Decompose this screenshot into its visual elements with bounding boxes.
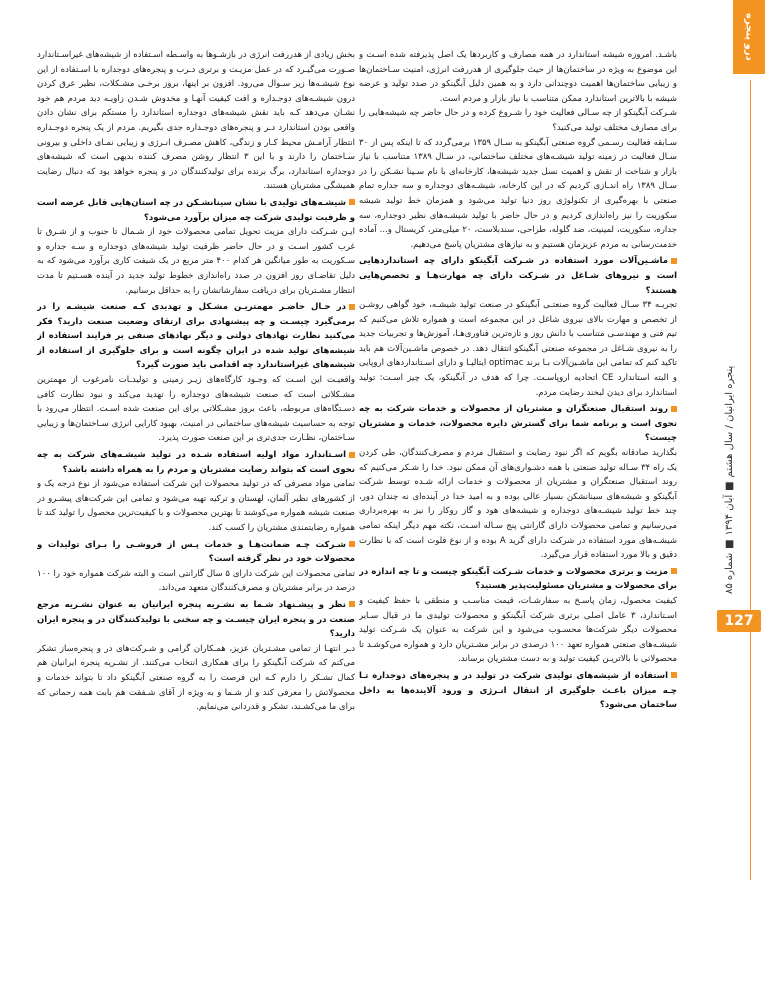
section-tab [733,0,765,74]
question-bullet-icon [349,541,355,547]
question-text: استفاده از شیشه‌های تولیدی شرکت در تولید در و پنجره‌های دوجداره تـا چـه میزان باعـث جلوگیری از انتقال انـرژی و ورود آلاینده‌ها به داخل ساختمان می‌شود؟ [359,670,677,711]
question-bullet-icon [349,199,355,205]
body-paragraph: بخش زیادی از هدررفت انرژی در بازشـوها به واسـطه اسـتفاده از شیشه‌های غیراسـتاندارد صـورت می‌گیـرد که در عمل مزیـت و برتری دـرب و پنجره‌های دوجداره با اسـتفاده از این نوع شیشـه‌ها زیر سـوال می‌رود. افزون بر اینها، بروز برخـی مشـکلات، نظیر عرق کردن درون شیشـه‌های دوجـداره و افت کیفیت آنهـا و مخدوش شـدن زاویـه دید مردم هم خود نشـان می‌دهد کـه باید نقش شیشه‌های دوجداره استاندارد را مستکم برای نشان دادن واقعی بودن استاندارد دـر و پنجره‌های دوجـداره جدی بگیریم. مردم از یک پنجره دوجـداره انتظار آرامـش محیط کـار و زندگی، کاهش مصـرف انـرژی و زیبایی نمـای داخلی و بیرونی سـاختمان را دارند و با این ۳ انتظار روشن مصرف کننده بدیهی است که شیشه‌های دوجداره استاندارد، برگ برنده برای تولیدکنندگان در و پنجره خواهد بود که دنبال رضایت همیشگی مشتریان هستند. [37,50,355,192]
interview-question [37,196,355,225]
interview-question [37,538,355,567]
interview-question [359,402,677,446]
text-column-right [359,48,677,978]
interview-question [37,448,355,477]
question-text: اسـتاندارد مواد اولیه استفاده شـده در تولید شیشـه‌های شرکت به چه نحوی است که بتواند رضایت مشتریان و مردم را به همراه داشته باشد؟ [37,450,355,475]
interview-question [359,254,677,298]
interview-question [37,598,355,642]
question-bullet-icon [349,304,355,310]
question-bullet-icon [349,452,355,458]
question-bullet-icon [671,406,677,412]
question-bullet-icon [671,672,677,678]
page-margin [713,0,765,990]
body-paragraph: ایـن شـرکت دارای مزیت تحویل تمامی محصولات خود از شـمال تا جنوب و از شـرق تا غرب کشور اسـت و در حال حاضر ظرفیت تولید شیشه‌های دوجداره و سـه جداره و سـکوریت به طور میانگین هر کدام ۴۰۰ متر مربع در یک شیفت کاری برآورد می‌شود که به دلیل تقاضـای روز افزون در صدد راه‌اندازی خطوط تولید جدید در آینده هسـتیم تا مدت انتظار مشـتریان برای دریافت سفارشاتشان را به حداقل برسانیم. [37,227,355,296]
body-paragraph: سـابقه فعالیت رسـمی گروه صنعتی آبگینکو به سـال ۱۳۵۹ برمی‌گردد که تا اینکه پس از ۳۰ سـال فعالیت در زمینه تولید شیشـه‌های مختلف ساختمانی، در سـال ۱۳۸۹ متناسب با نیاز بازار و شناخت از نقش و اهمیت نسل جدید شیشه‌ها، کارخانه‌ای با نام سـینا نشـکن را در سـال ۱۳۸۹ راه اندـازی کردیم که در این کارخانه، شیشـه‌های دوجداره و سه جداره تمام صنعتی با بهره‌گیری از تکنولوژی روز دنیا تولید می‌شود و همزمان خط تولید شیشه سکوریت را نیز راه‌اندازی کردیم و در حال حاضر با تولید شیشـه‌های نظیر دوجداره، سه جداره، سکوریت، لمینیت، ضد گلوله، طراحی، سندبلاست، ۲۰ میلی‌متر، کریستال و... آماده خدمت‌رسانی به مردم عزیزمان هستیم و به نیازهای مشتریان پاسخ می‌دهیم. [359,137,677,250]
interview-question [37,300,355,373]
running-footer: پنجره ایرانیان / سال هشتم ■ آبان ۱۳۹۴ ■ شماره ۸۵ [724,365,735,595]
body-paragraph: تمامی مواد مصرفی که در تولید محصولات این شرکت استفاده می‌شود از نوع درجه یک و از کشورهای نظیر آلمان، لهستان و ترکیه تهیه می‌شود و تمامی این شرکت‌های پیشـرو در صنعت شیشه همواره می‌کوشند تا بهترین محصولات و با کیفیت‌ترین محصول را تولید کند تا همواره رضایتمندی مشتریان را کسب کند. [37,479,355,533]
question-text: ماشـین‌آلات مورد استفاده در شـرکت آبگینکو دارای چه استانداردهایی است و نیروهای شـاغل در شـرکت دارای چه مهارت‌هـا و تخصص‌هایی هستند؟ [359,256,677,296]
question-bullet-icon [671,568,677,574]
section-tab-label: درو پنجره [743,13,755,61]
body-paragraph: تجربـه ۳۴ سـال فعالیت گروه صنعتـی آبگینکو در صنعت تولید شیشـه، خود گواهی روشـن از تخصص و مهارت بالای نیروی شاغل در این مجموعه است و همواره تلاش می‌کنیم که تیم فنی و مهندسـی متناسب با دانش روز و تازه‌ترین فناوری‌هـا، آموزش‌ها و تجربیات جدید را به نیروی شـاغل در مجموعه صنعتی آبگینکو انتقال دهد. در خصوص ماشـین‌آلات هم باید تاکید کنم که تمامی این ماشـین‌آلات بـا برند optimac ایتالیـا و دارای اسـتانداردهای اروپایی و البته استاندارد CE اتحادیه اروپاسـت. چرا که هدف در آبگینکو، یک چیز اسـت: تولید استاندارد برای دیدن لبخند رضایت مردم. [359,300,677,398]
margin-rule [750,80,751,880]
body-paragraph: باشـد. امروزه شیشه استاندارد در همه مصارف و کاربردها یک اصل پذیرفته شده اسـت و این موضوع به ویژه در ساختمان‌ها از حیث جلوگیری از هدررفت انرژی، امنیت سـاختمان‌ها و زیبایی ساختمان‌ها اهمیت دوچندانی دارد و به همین دلیل آبگینکو در صدد تولید و عرضه شیشه با بالاترین استاندارد ممکن متناسب با نیاز بازار و مردم است. [359,50,677,104]
body-paragraph: واقعیـت این اسـت که وجـود کارگاه‌های زیـر زمینی و تولیدـات نامرغوب از مهمترین مشـکلاتی است که صنعت شیشه‌های دوجداره را تهدید می‌کند و نبود نظارت کافی دسـتگاه‌های مربوطه، باعث بروز مشـکلاتی برای این صنعت شده اسـت. انتظار می‌رود با توجه به حساسیت شیشه‌های ساختمانی در امنیت، بهبود کارایی انرژی سـاختمان‌ها و زیبایی سـاختمان، نظـارت جدی‌تری بر این صنعت صورت پذیرد. [37,375,355,444]
body-paragraph: بگذارید صادقانه بگویم که اگر نبود رضایت و استقبال مردم و مصرف‌کنندگان، طی کردن یک راه ۳۴ سـاله تولید صنعتی با همه دشـواری‌های آن ممکن نبود. خدا را شـکر می‌کنیم که روند استقبال صنعتگران و مشتریان از محصولات و خدمات ارائه شـده توسط شرکت آبگینکو و شیشه‌های سینانشکن بسیار عالی بوده و به امید خدا در آینده‌ای نه چندان دور، چند خط تولید شیشـه‌های دوجداره و شیشه‌های هود و گاز روکار را نیز به بهره‌برداری می‌رسانیم و تمامی محصولات دارای گارانتی پنج سـاله اسـت، نکته مهم دیگر اینکه تمامی شیشـه‌های مورد استفاده در شرکت دارای گرید A بوده و از نوع فلوت است که با نظارت دقیق و بالا مورد استفاده قرار می‌گیرد. [359,448,677,561]
interview-question [359,669,677,713]
body-paragraph: دـر انتهـا از تمامی مشـتریان عزیز، همـکاران گرامی و شـرکت‌های در و پنجره‌ساز تشکر می‌کنم که شرکت آبگینکو را برای همکاری انتخاب می‌کنند. از نشـریه پنجره ایرانیان هم کمال تشـکر را دارم کـه این فرصت را به گروه صنعتی آبگینکو داد تا بتواند خدمات و محصولاتش را معرفی کند و از شـما و به ویژه از آقای شـفقت هم بابت همه زحماتی که برای ما می‌کشـند، تشکر و قدردانی می‌نمایم. [37,643,355,713]
question-text: شیشـه‌های تولیدی با نشان سینانشـکن در چه استان‌هایی قابل عرضه است و ظرفیت تولیدی شرکت چه میزان برآورد می‌شود؟ [37,197,355,223]
body-paragraph: تمامی محصولات این شرکت دارای ۵ سال گارانتی است و البته شرکت همواره خود را ۱۰۰ درصد در برابر مشتریان و مصرف‌کنندگان متعهد می‌داند. [37,568,355,594]
body-paragraph: کیفیت محصول، زمان پاسـخ به سفارشـات، قیمت مناسـب و منطقی با حفظ کیفیت و اسـتاندارد، ۳ عامل اصلی برتری شرکت آبگینکو و محصولات تولیدی ما در قبال سـایر محصولات دیگر شرکت‌ها محسـوب می‌شود و این شرکت به عنوان یک شـرکت تولید شیشـه‌های صنعتی همواره تعهد ۱۰۰ درصدی در برابر مشـتریان دارد و همواره می‌کوشـد تا محصولاتی با بالاتریـن کیفیت تولید و به دست مشتریان برساند. [359,595,677,665]
text-column-left [37,48,355,978]
body-paragraph: شـرکت آبگینکو از چه سـالی فعالیت خود را شـروع کرده و در حال حاضر چه شیشه‌هایی را برای مصارف مختلف تولید می‌کنید؟ [359,108,677,133]
question-text: مزیت و برتری محصولات و خدمات شـرکت آبگینکو چیست و تا چه اندازه در برای محصولات و مشتریان مسئولیت‌پذیر هستید؟ [359,566,677,592]
interview-question [359,565,677,594]
question-text: روند استقبال صنعتگران و مشتریان از محصولات و خدمات شرکت به چه نحوی است و برنامه شما برای گسترش دایره محصولات، خدمات و مشتریان چیست؟ [359,404,677,444]
question-bullet-icon [349,601,355,607]
question-text: شـرکت چـه ضمانت‌هـا و خدمات پـس از فروشـی را بـرای تولیدات و محصولات خود در نظر گرفته است؟ [37,539,355,565]
question-text: نظر و پیشـنهاد شـما به نشـریه پنجره ایرانیان به عنوان نشـریه مرجع صنعت در و پنجره ایران چیسـت و چه سخنی با تولیدکنندگان در و پنجره ایران دارید؟ [37,599,355,640]
question-bullet-icon [671,258,677,264]
question-text: در حـال حاضـر مهمتریـن مشـکل و تهدیدی کـه صنعت شیشـه را در برمی‌گیرد چیسـت و چه پیشنهادی برای ارتقای وضعیت صنعت دارید؟ فکر می‌کنید نظارت نهادهای دولتی و دیگر نهادهای صنفی بر فرایند استفاده از شیشه‌های تولید شده در ایران چگونه است و برای جلوگیری از استفاده از شیشه‌های غیراستاندارد چه اقدامی باید صورت گیرد؟ [37,302,355,371]
page-number: 127 [717,610,761,632]
